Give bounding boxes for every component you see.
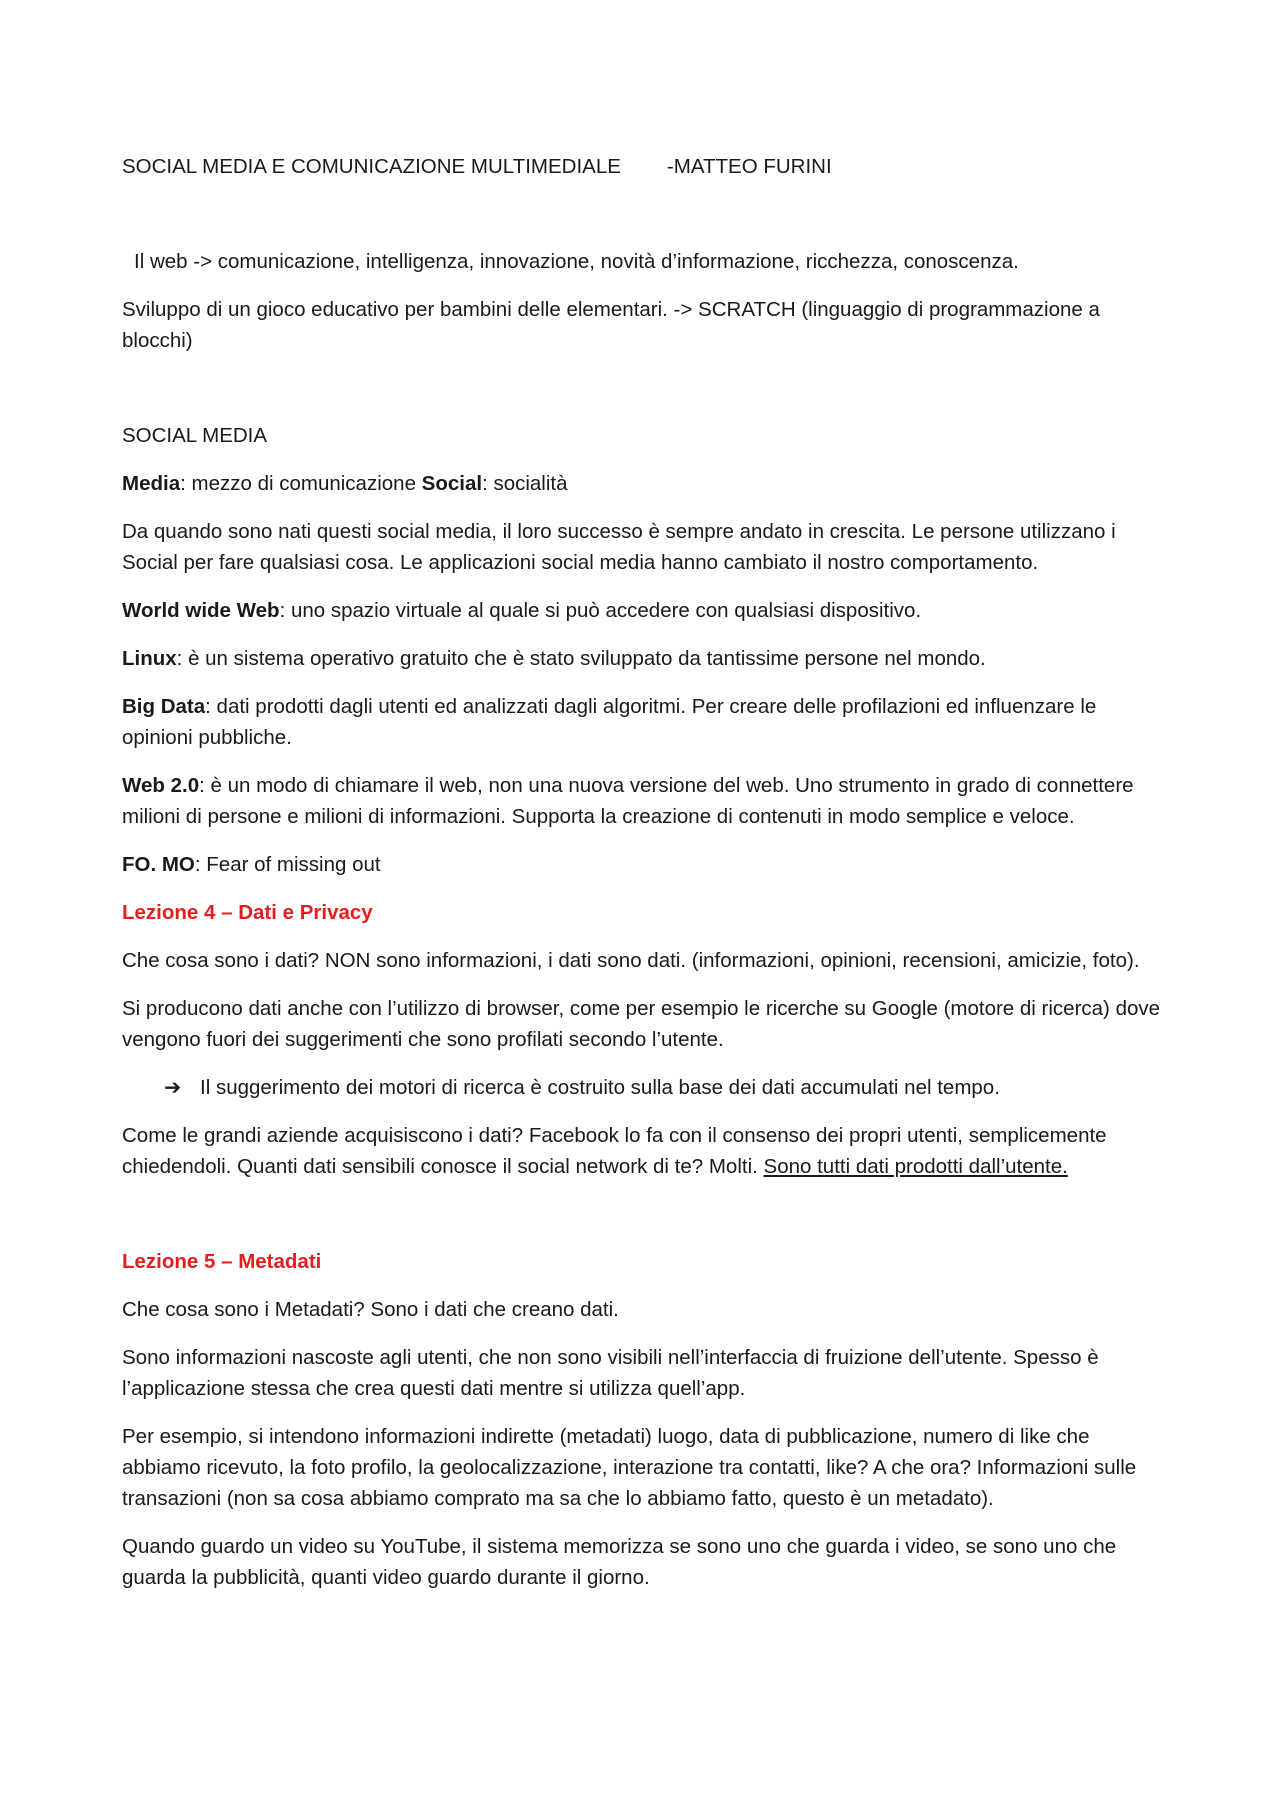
lesson-5-paragraph-4: Quando guardo un video su YouTube, il sistema memorizza se sono uno che guarda i video, se sono uno che guarda la pubblicità, quanti video guardo durante il giorno. <box>122 1535 1117 1589</box>
lesson-4-paragraph-1: Che cosa sono i dati? NON sono informazioni, i dati sono dati. (informazioni, opinioni, recensioni, amicizie, foto). <box>122 949 1140 972</box>
project-paragraph: Sviluppo di un gioco educativo per bambini delle elementari. -> SCRATCH (linguaggio di programmazione a blocchi) <box>122 298 1100 352</box>
definition-term: World wide Web <box>122 599 280 622</box>
document-header <box>122 152 1170 182</box>
document-author: -MATTEO FURINI <box>666 155 832 178</box>
definition-text: : uno spazio virtuale al quale si può accedere con qualsiasi dispositivo. <box>279 599 922 622</box>
document-title: SOCIAL MEDIA E COMUNICAZIONE MULTIMEDIALE <box>122 155 621 178</box>
definition-text: : è un sistema operativo gratuito che è stato sviluppato da tantissime persone nel mondo. <box>176 647 986 670</box>
definition-term: Big Data <box>122 695 206 718</box>
media-definition: : mezzo di comunicazione <box>180 472 422 495</box>
arrow-right-icon: ➔ <box>164 1076 182 1099</box>
definition-term: Linux <box>122 647 177 670</box>
section-heading-social-media: SOCIAL MEDIA <box>122 424 268 447</box>
lesson-5-paragraph-2: Sono informazioni nascoste agli utenti, che non sono visibili nell’interfaccia di fruizione dell’utente. Spesso è l’applicazione stessa che crea questi dati mentre si utilizza quell’app. <box>122 1346 1099 1400</box>
media-social-definition <box>122 468 1170 499</box>
definition-term: Web 2.0 <box>122 774 200 797</box>
definition-linux <box>122 643 1170 674</box>
lesson-5-paragraph-3: Per esempio, si intendono informazioni indirette (metadati) luogo, data di pubblicazione, numero di like che abbiamo ricevuto, la foto profilo, la geolocalizzazione, interazione tra contatti, like? A che ora? Informazioni sulle transazioni (non sa cosa abbiamo comprato ma sa che lo abbiamo fatto, questo è un metadato). <box>122 1425 1137 1510</box>
underlined-statement: Sono tutti dati prodotti dall’utente. <box>763 1155 1068 1178</box>
definition-web-2 <box>122 770 1170 832</box>
lesson-4-title: Lezione 4 – Dati e Privacy <box>122 901 373 924</box>
definition-world-wide-web <box>122 595 1170 626</box>
media-term: Media <box>122 472 181 495</box>
definition-big-data <box>122 691 1170 753</box>
lesson-4-paragraph-2: Si producono dati anche con l’utilizzo di browser, come per esempio le ricerche su Google (motore di ricerca) dove vengono fuori dei suggerimenti che sono profilati secondo l’utente. <box>122 997 1161 1051</box>
arrow-item-text: Il suggerimento dei motori di ricerca è costruito sulla base dei dati accumulati nel tempo. <box>200 1076 1000 1099</box>
definition-fomo <box>122 849 1170 880</box>
social-definition: : socialità <box>482 472 568 495</box>
social-term: Social <box>421 472 483 495</box>
lesson-4-paragraph-3-text: Come le grandi aziende acquisiscono i dati? Facebook lo fa con il consenso dei propri utenti, semplicemente chiedendoli. Quanti dati sensibili conosce il social network di te? Molti. <box>122 1124 1107 1178</box>
definition-text: : dati prodotti dagli utenti ed analizzati dagli algoritmi. Per creare delle profilazioni ed influenzare le opinioni pubbliche. <box>122 695 1097 749</box>
lesson-4-arrow-item <box>122 1072 1170 1103</box>
definition-term: FO. MO <box>122 853 195 876</box>
lesson-5-paragraph-1: Che cosa sono i Metadati? Sono i dati che creano dati. <box>122 1298 619 1321</box>
definition-text: : è un modo di chiamare il web, non una nuova versione del web. Uno strumento in grado di connettere milioni di persone e milioni di informazioni. Supporta la creazione di contenuti in modo semplice e veloce. <box>122 774 1134 828</box>
lesson-5-title: Lezione 5 – Metadati <box>122 1250 322 1273</box>
definition-text: : Fear of missing out <box>194 853 381 876</box>
lesson-4-paragraph-3 <box>122 1120 1170 1182</box>
web-paragraph: Il web -> comunicazione, intelligenza, innovazione, novità d’informazione, ricchezza, conoscenza. <box>134 250 1019 273</box>
growth-paragraph: Da quando sono nati questi social media, il loro successo è sempre andato in crescita. Le persone utilizzano i Social per fare qualsiasi cosa. Le applicazioni social media hanno cambiato il nostro comportamento. <box>122 520 1116 574</box>
